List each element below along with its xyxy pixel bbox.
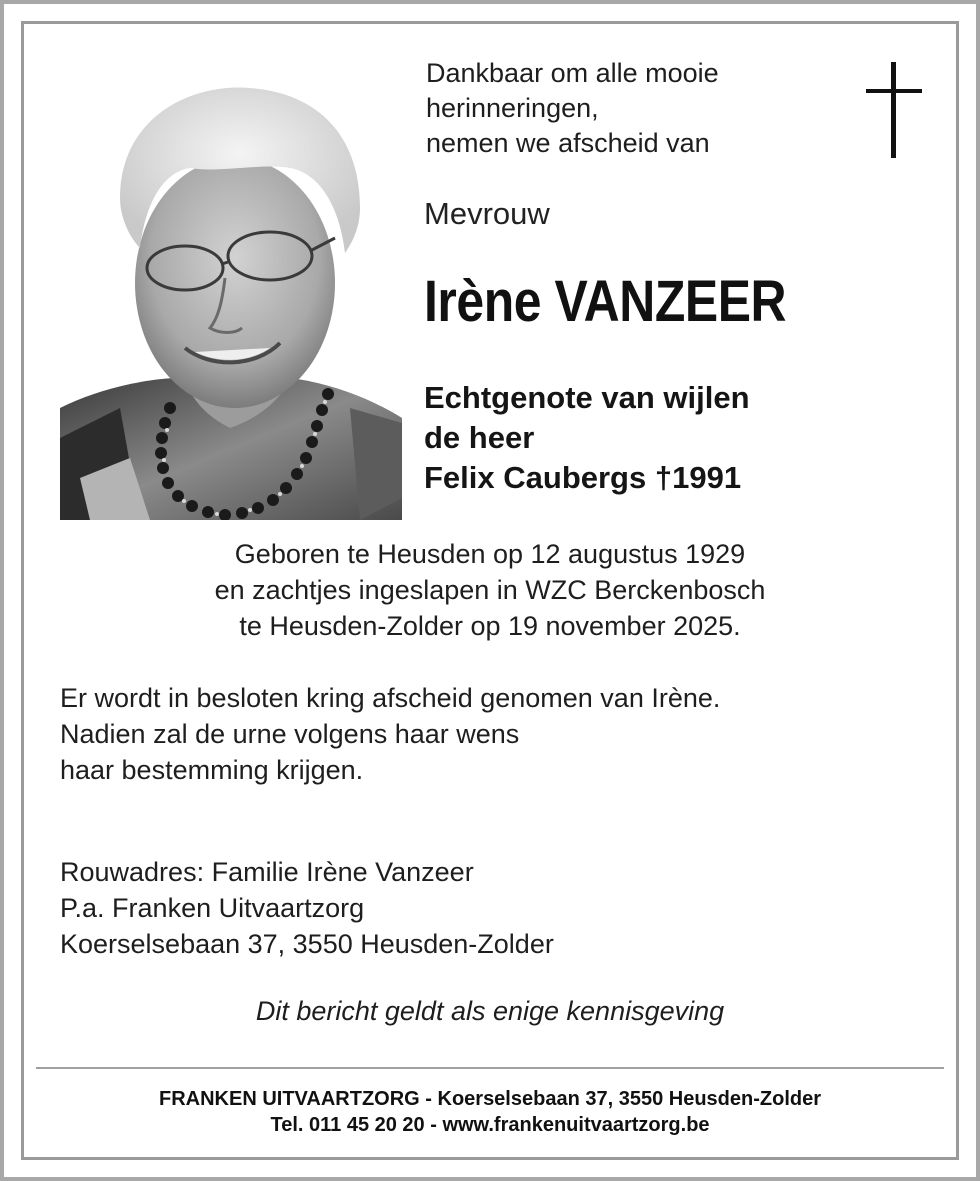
address-line: Koerselsebaan 37, 3550 Heusden-Zolder <box>60 929 554 959</box>
address-line: Rouwadres: Familie Irène Vanzeer <box>60 857 474 887</box>
farewell-info <box>60 680 720 788</box>
notice-text: Dit bericht geldt als enige kennisgeving <box>255 996 725 1026</box>
deceased-name: Irène VANZEER <box>424 269 787 334</box>
dates-line: te Heusden-Zolder op 19 november 2025. <box>239 611 741 641</box>
footer-line: FRANKEN UITVAARTZORG - Koerselsebaan 37, 3550 Heusden-Zolder <box>159 1088 821 1110</box>
funeral-home-footer <box>36 1086 944 1138</box>
portrait-photo <box>60 78 402 520</box>
cross-icon <box>866 62 922 158</box>
spouse-line: Echtgenote van wijlen <box>424 380 750 415</box>
spouse-line: de heer <box>424 420 535 455</box>
address-line: P.a. Franken Uitvaartzorg <box>60 893 365 923</box>
dates-line: Geboren te Heusden op 12 augustus 1929 <box>234 539 746 569</box>
intro-line: nemen we afscheid van <box>426 128 710 158</box>
footer-line: Tel. 011 45 20 20 - www.frankenuitvaartzorg.be <box>270 1114 710 1136</box>
farewell-line: Er wordt in besloten kring afscheid genomen van Irène. <box>60 683 721 713</box>
spouse-info <box>424 378 750 498</box>
mourning-address <box>60 854 554 962</box>
salutation: Mevrouw <box>424 196 550 231</box>
footer-divider <box>36 1067 944 1069</box>
intro-line: Dankbaar om alle mooie <box>426 58 719 88</box>
farewell-line: Nadien zal de urne volgens haar wens <box>60 719 520 749</box>
intro-line: herinneringen, <box>426 93 599 123</box>
birth-death-info <box>60 536 920 644</box>
dates-line: en zachtjes ingeslapen in WZC Berckenbosch <box>214 575 766 605</box>
intro-text <box>426 56 719 161</box>
farewell-line: haar bestemming krijgen. <box>60 755 364 785</box>
spouse-line: Felix Caubergs †1991 <box>424 460 742 495</box>
